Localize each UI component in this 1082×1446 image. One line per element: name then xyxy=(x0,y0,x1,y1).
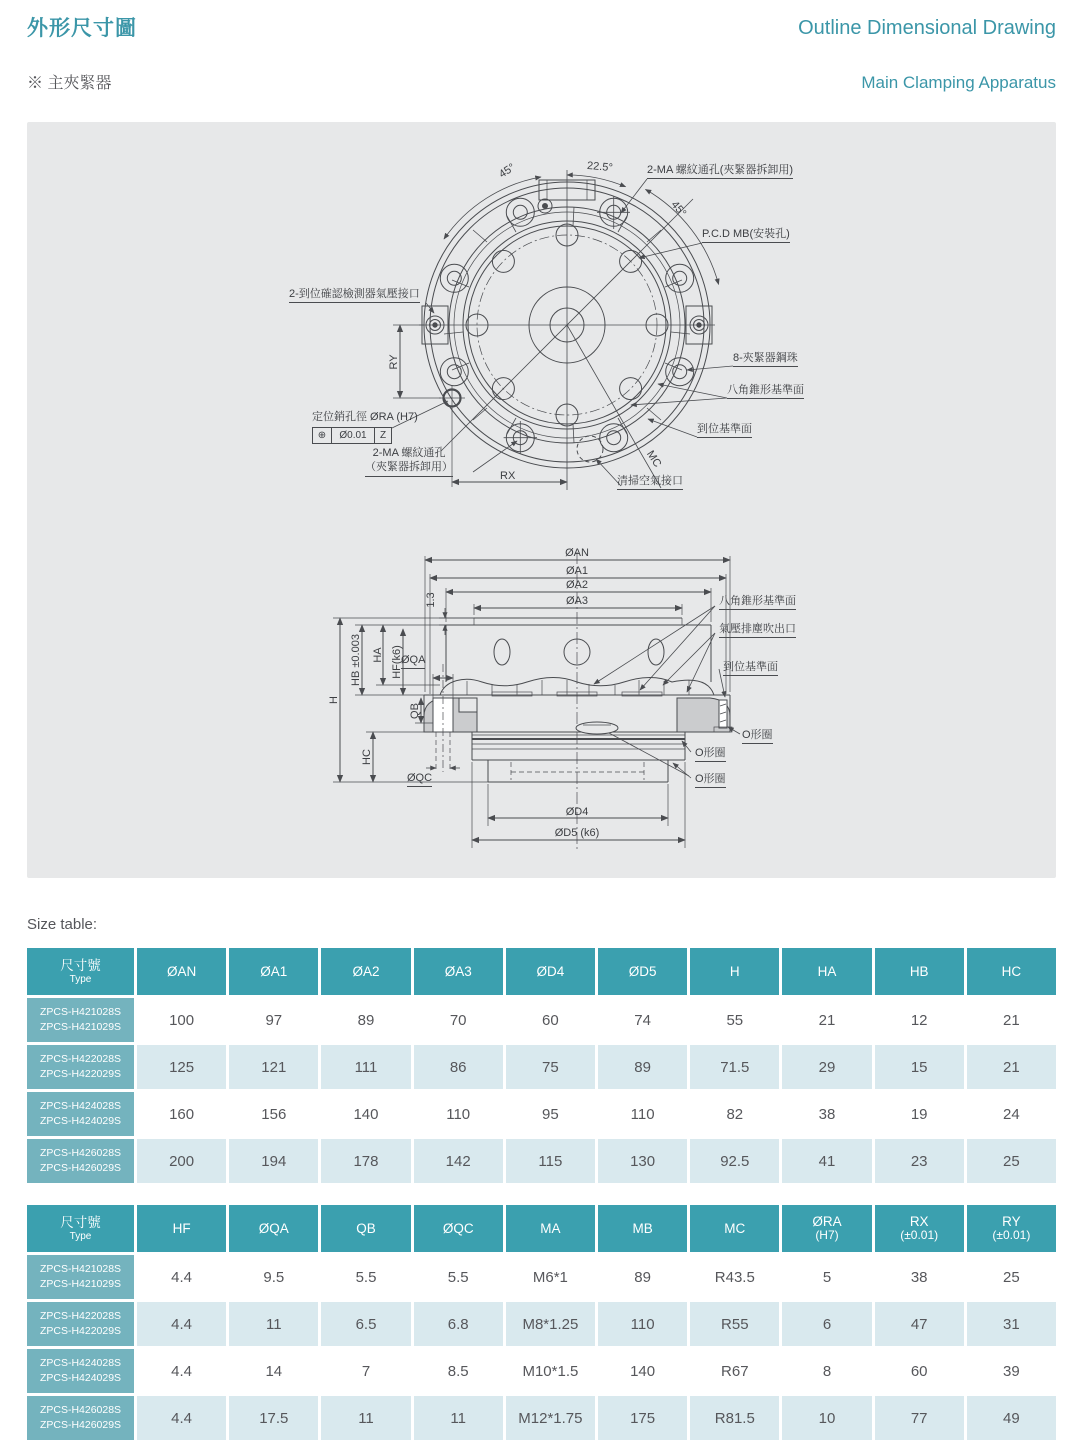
angle-22-5-label: 22.5° xyxy=(586,159,614,175)
value-cell: 29 xyxy=(782,1045,871,1089)
column-header xyxy=(598,1205,687,1252)
value-cell: M10*1.5 xyxy=(506,1349,595,1393)
column-header xyxy=(967,1205,1056,1252)
column-header-line: (±0.01) xyxy=(992,1228,1031,1243)
column-header xyxy=(598,948,687,995)
type-cell xyxy=(27,1045,134,1089)
ry-dim-text: RY xyxy=(387,354,400,370)
type-code: ZPCS-H424028S xyxy=(39,1357,122,1370)
type-header-en: Type xyxy=(69,1230,92,1242)
column-header xyxy=(782,1205,871,1252)
value-cell: 5.5 xyxy=(414,1255,503,1299)
value-cell: 24 xyxy=(967,1092,1056,1136)
value-cell: 4.4 xyxy=(137,1396,226,1440)
value-cell: 74 xyxy=(598,998,687,1042)
column-header-line: HC xyxy=(1001,963,1022,979)
dia-d5-label: ØD5 (k6) xyxy=(554,827,600,839)
value-cell: 5 xyxy=(782,1255,871,1299)
column-header-line: RX xyxy=(909,1213,929,1229)
column-header xyxy=(506,1205,595,1252)
value-cell: 10 xyxy=(782,1396,871,1440)
value-cell: 140 xyxy=(321,1092,410,1136)
value-cell: 5.5 xyxy=(321,1255,410,1299)
value-cell: R55 xyxy=(690,1302,779,1346)
column-header xyxy=(321,948,410,995)
column-header xyxy=(967,948,1056,995)
column-header-line: ØA3 xyxy=(444,963,472,979)
type-column-header xyxy=(27,948,134,995)
column-header-line: ØA1 xyxy=(260,963,288,979)
dia-a1-label: ØA1 xyxy=(565,565,589,577)
value-cell: 4.4 xyxy=(137,1302,226,1346)
gdt-symbol: ⊕ xyxy=(312,427,332,444)
page-subtitle-en: Main Clamping Apparatus xyxy=(861,73,1056,92)
column-header xyxy=(137,948,226,995)
value-cell: 194 xyxy=(229,1139,318,1183)
oring-label-3: O形圈 xyxy=(695,772,726,788)
column-header xyxy=(690,1205,779,1252)
value-cell: 11 xyxy=(229,1302,318,1346)
column-header xyxy=(506,948,595,995)
type-cell xyxy=(27,1302,134,1346)
value-cell: 8 xyxy=(782,1349,871,1393)
type-cell xyxy=(27,1255,134,1299)
octagon-face-side-label: 八角錐形基準面 xyxy=(719,594,796,610)
value-cell: 21 xyxy=(967,998,1056,1042)
column-header-line: HF xyxy=(172,1220,191,1236)
value-cell: 15 xyxy=(875,1045,964,1089)
value-cell: 110 xyxy=(414,1092,503,1136)
size-table-2 xyxy=(27,1205,1056,1440)
type-cell xyxy=(27,1396,134,1440)
column-header-line: MC xyxy=(724,1220,746,1236)
type-code: ZPCS-H422028S xyxy=(39,1310,122,1323)
gdt-frame xyxy=(312,427,392,444)
screw-hole-bottom-label xyxy=(365,446,453,477)
type-code: ZPCS-H426029S xyxy=(39,1162,122,1174)
seat-face-top-label: 到位基準面 xyxy=(697,422,752,438)
column-header xyxy=(875,948,964,995)
column-header-line: RY xyxy=(1002,1213,1021,1229)
value-cell: 49 xyxy=(967,1396,1056,1440)
value-cell: 100 xyxy=(137,998,226,1042)
column-header-line: QB xyxy=(356,1220,376,1236)
value-cell: 89 xyxy=(598,1255,687,1299)
value-cell: 41 xyxy=(782,1139,871,1183)
value-cell: 14 xyxy=(229,1349,318,1393)
column-header-line: HB xyxy=(909,963,929,979)
value-cell: M6*1 xyxy=(506,1255,595,1299)
seat-face-side-label: 到位基準面 xyxy=(723,660,778,676)
octagon-face-top-label: 八角錐形基準面 xyxy=(727,383,804,399)
type-code: ZPCS-H424029S xyxy=(39,1372,122,1384)
column-header-line: MA xyxy=(540,1220,561,1236)
column-header xyxy=(875,1205,964,1252)
value-cell: 200 xyxy=(137,1139,226,1183)
oring-label-2: O形圈 xyxy=(695,746,726,762)
value-cell: 71.5 xyxy=(690,1045,779,1089)
column-header-line: ØD4 xyxy=(536,963,565,979)
value-cell: 4.4 xyxy=(137,1255,226,1299)
value-cell: 142 xyxy=(414,1139,503,1183)
type-code: ZPCS-H426028S xyxy=(39,1147,122,1160)
dia-qa-label: ØQA xyxy=(401,653,425,669)
drawing-linework xyxy=(27,122,1056,878)
dia-a3-label: ØA3 xyxy=(565,595,589,607)
column-header xyxy=(321,1205,410,1252)
value-cell: 160 xyxy=(137,1092,226,1136)
type-column-header xyxy=(27,1205,134,1252)
value-cell: 89 xyxy=(598,1045,687,1089)
dia-d4-label: ØD4 xyxy=(565,806,589,818)
value-cell: 95 xyxy=(506,1092,595,1136)
type-code: ZPCS-H422029S xyxy=(39,1325,122,1337)
type-cell xyxy=(27,1139,134,1183)
value-cell: 156 xyxy=(229,1092,318,1136)
value-cell: 11 xyxy=(414,1396,503,1440)
screw-hole-top-label: 2-MA 螺紋通孔(夾緊器拆卸用) xyxy=(647,163,793,179)
column-header xyxy=(782,948,871,995)
value-cell: 47 xyxy=(875,1302,964,1346)
value-cell: 9.5 xyxy=(229,1255,318,1299)
pcd-label: P.C.D MB(安裝孔) xyxy=(702,227,790,243)
page-subtitle-zh: ※ 主夾緊器 xyxy=(27,75,112,92)
column-header-line: (H7) xyxy=(815,1228,839,1243)
value-cell: 38 xyxy=(875,1255,964,1299)
column-header-line: ØRA xyxy=(812,1213,842,1229)
type-code: ZPCS-H426029S xyxy=(39,1419,122,1431)
value-cell: 6.8 xyxy=(414,1302,503,1346)
dia-qc-label: ØQC xyxy=(407,771,432,787)
type-header-en: Type xyxy=(69,973,92,985)
type-code: ZPCS-H421029S xyxy=(39,1278,122,1290)
value-cell: 11 xyxy=(321,1396,410,1440)
type-cell xyxy=(27,1349,134,1393)
column-header xyxy=(229,1205,318,1252)
dim-1-3-label: 1.3 xyxy=(424,592,437,608)
dim-ha-label: HA xyxy=(371,647,384,663)
column-header-line: ØAN xyxy=(166,963,197,979)
value-cell: 111 xyxy=(321,1045,410,1089)
screw-hole-bottom-line1: 2-MA 螺紋通孔 xyxy=(372,447,446,459)
type-code: ZPCS-H421028S xyxy=(39,1006,122,1019)
value-cell: 39 xyxy=(967,1349,1056,1393)
type-code: ZPCS-H421029S xyxy=(39,1021,122,1033)
dia-a2-label: ØA2 xyxy=(565,579,589,591)
page-title-en: Outline Dimensional Drawing xyxy=(798,17,1056,39)
value-cell: 115 xyxy=(506,1139,595,1183)
value-cell: 89 xyxy=(321,998,410,1042)
column-header-line: ØA2 xyxy=(352,963,380,979)
value-cell: 82 xyxy=(690,1092,779,1136)
column-header xyxy=(137,1205,226,1252)
column-header xyxy=(229,948,318,995)
value-cell: 97 xyxy=(229,998,318,1042)
type-code: ZPCS-H426028S xyxy=(39,1404,122,1417)
value-cell: 60 xyxy=(875,1349,964,1393)
value-cell: 70 xyxy=(414,998,503,1042)
dim-qb-label: QB xyxy=(408,703,421,719)
column-header xyxy=(690,948,779,995)
column-header-line: ØQC xyxy=(442,1220,474,1236)
size-table-1 xyxy=(27,948,1056,1183)
value-cell: 92.5 xyxy=(690,1139,779,1183)
value-cell: 23 xyxy=(875,1139,964,1183)
size-table-label: Size table: xyxy=(27,916,98,933)
type-code: ZPCS-H422028S xyxy=(39,1053,122,1066)
value-cell: 31 xyxy=(967,1302,1056,1346)
type-code: ZPCS-H422029S xyxy=(39,1068,122,1080)
gdt-tolerance: Ø0.01 xyxy=(332,427,374,444)
clean-air-label: 清掃空氣接口 xyxy=(617,474,683,490)
column-header-line: (±0.01) xyxy=(900,1228,939,1243)
value-cell: 110 xyxy=(598,1092,687,1136)
column-header-line: MB xyxy=(632,1220,653,1236)
value-cell: 6.5 xyxy=(321,1302,410,1346)
column-header xyxy=(414,948,503,995)
type-header-zh: 尺寸號 xyxy=(60,1214,101,1230)
value-cell: 19 xyxy=(875,1092,964,1136)
value-cell: 4.4 xyxy=(137,1349,226,1393)
value-cell: R81.5 xyxy=(690,1396,779,1440)
column-header-line: ØD5 xyxy=(628,963,657,979)
value-cell: 121 xyxy=(229,1045,318,1089)
dim-hb-label: HB ±0.003 xyxy=(349,634,362,686)
rx-dim-label: RX xyxy=(500,470,516,482)
balls-label: 8-夾緊器鋼珠 xyxy=(733,351,798,367)
value-cell: R67 xyxy=(690,1349,779,1393)
value-cell: R43.5 xyxy=(690,1255,779,1299)
value-cell: 6 xyxy=(782,1302,871,1346)
air-port-label: 2-到位確認檢測器氣壓接口 xyxy=(289,287,420,303)
value-cell: 12 xyxy=(875,998,964,1042)
column-header-line: HA xyxy=(817,963,837,979)
dia-an-label: ØAN xyxy=(565,547,589,559)
value-cell: 55 xyxy=(690,998,779,1042)
type-code: ZPCS-H424029S xyxy=(39,1115,122,1127)
column-header-line: H xyxy=(729,963,740,979)
type-cell xyxy=(27,1092,134,1136)
value-cell: 140 xyxy=(598,1349,687,1393)
value-cell: 60 xyxy=(506,998,595,1042)
value-cell: M8*1.25 xyxy=(506,1302,595,1346)
air-blow-label: 氣壓排塵吹出口 xyxy=(719,622,796,638)
oring-label-1: O形圈 xyxy=(742,728,773,744)
value-cell: 25 xyxy=(967,1139,1056,1183)
pin-hole-label: 定位銷孔徑 ØRA (H7) xyxy=(312,411,418,423)
value-cell: 7 xyxy=(321,1349,410,1393)
column-header xyxy=(414,1205,503,1252)
dim-h-label: H xyxy=(327,696,340,704)
value-cell: 25 xyxy=(967,1255,1056,1299)
value-cell: 17.5 xyxy=(229,1396,318,1440)
mc-dim-label: MC xyxy=(643,448,664,470)
screw-hole-bottom-line2: （夾緊器拆卸用） xyxy=(365,461,453,474)
value-cell: 110 xyxy=(598,1302,687,1346)
value-cell: 38 xyxy=(782,1092,871,1136)
gdt-datum: Z xyxy=(374,427,392,444)
value-cell: 130 xyxy=(598,1139,687,1183)
value-cell: 77 xyxy=(875,1396,964,1440)
type-code: ZPCS-H424028S xyxy=(39,1100,122,1113)
value-cell: 75 xyxy=(506,1045,595,1089)
dim-hf-label: HF(k6) xyxy=(390,645,403,679)
dimensional-drawing-panel xyxy=(27,122,1056,878)
value-cell: 175 xyxy=(598,1396,687,1440)
column-header-line: ØQA xyxy=(258,1220,289,1236)
angle-45-left-label: 45° xyxy=(496,161,518,181)
value-cell: 178 xyxy=(321,1139,410,1183)
page-title-zh: 外形尺寸圖 xyxy=(27,17,137,40)
angle-45-right-label: 45° xyxy=(668,198,689,220)
value-cell: 86 xyxy=(414,1045,503,1089)
dim-hc-label: HC xyxy=(360,749,373,765)
type-code: ZPCS-H421028S xyxy=(39,1263,122,1276)
value-cell: M12*1.75 xyxy=(506,1396,595,1440)
value-cell: 21 xyxy=(782,998,871,1042)
type-header-zh: 尺寸號 xyxy=(60,957,101,973)
value-cell: 8.5 xyxy=(414,1349,503,1393)
value-cell: 21 xyxy=(967,1045,1056,1089)
value-cell: 125 xyxy=(137,1045,226,1089)
type-cell xyxy=(27,998,134,1042)
